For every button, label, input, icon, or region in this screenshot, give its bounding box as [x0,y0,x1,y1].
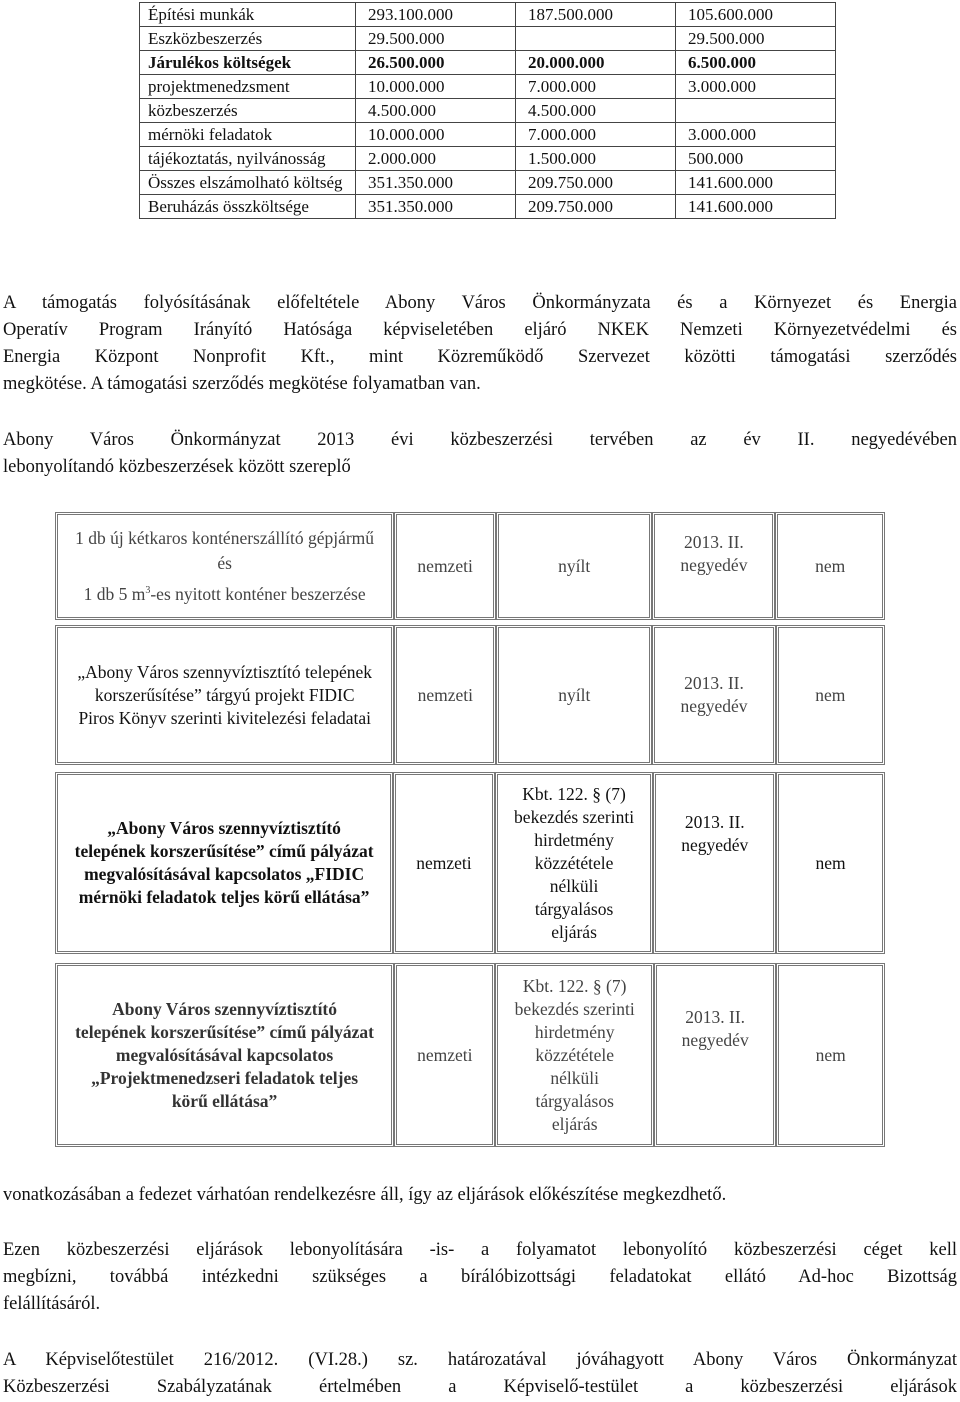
procurement-row [55,772,885,954]
budget-value-2: 4.500.000 [515,99,675,123]
budget-value-total: 351.350.000 [355,171,515,195]
description-line: és [217,552,232,573]
procurement-row [55,512,885,620]
procedure-line: eljárás [551,1113,598,1134]
procurement-procedure [495,772,654,954]
procurement-procedure: nyílt [496,625,652,765]
procurement-description [55,963,394,1147]
procurement-row [55,625,885,765]
paragraph-commission [3,1237,957,1318]
procurement-flag: nem [776,963,885,1147]
budget-row [140,75,836,99]
procurement-row [55,963,885,1147]
budget-label: projektmenedzsment [140,75,356,99]
procedure-line: bekezdés szerinti [514,998,635,1019]
paragraph-line: Energia Központ Nonprofit Kft., mint Közreműködő Szervezet közötti támogatási szerződés [3,347,957,367]
period-line: 2013. II. [684,812,745,832]
paragraph-regulation [3,1347,957,1401]
budget-label: Összes elszámolható költség [140,171,356,195]
procedure-line: Kbt. 122. § (7) [522,783,626,804]
budget-value-total: 10.000.000 [355,75,515,99]
paragraph-line: Abony Város Önkormányzat 2013 évi közbeszerzési tervében az év II. negyedévében [3,430,957,450]
budget-value-total: 26.500.000 [355,51,515,75]
budget-value-3: 3.000.000 [675,75,835,99]
description-line: 1 db új kétkaros konténerszállító gépjármű [75,527,375,548]
budget-row [140,27,836,51]
budget-value-3: 29.500.000 [675,27,835,51]
procedure-line: nélküli [550,1067,599,1088]
procurement-scope: nemzeti [394,963,495,1147]
paragraph-line: A Képviselőtestület 216/2012. (VI.28.) sz. határozatával jóváhagyott Abony Város Önkormányzat [3,1350,957,1370]
procedure-line: bekezdés szerinti [514,806,635,827]
description-line: „Projektmenedzseri feladatok teljes [91,1067,359,1088]
description-line: megvalósításával kapcsolatos [115,1044,334,1065]
description-line: „Abony Város szennyvíztisztító telepének [77,661,373,682]
budget-row [140,51,836,75]
procedure-line: eljárás [551,921,597,942]
description-line: Piros Könyv szerinti kivitelezési feladatai [78,707,371,728]
budget-value-2: 187.500.000 [515,3,675,27]
procurement-scope: nemzeti [393,772,494,954]
procurement-period [653,772,776,954]
paragraph-subsidy-condition [3,290,957,398]
procurement-description [55,625,394,765]
budget-value-3: 105.600.000 [675,3,835,27]
period-line: negyedév [680,696,748,716]
procedure-line: közzététele [535,1044,615,1065]
budget-value-3: 6.500.000 [675,51,835,75]
budget-row [140,195,836,219]
budget-row [140,123,836,147]
paragraph-line: Ezen közbeszerzési eljárások lebonyolítására -is- a folyamatot lebonyolító közbeszerzési céget kell [3,1240,957,1260]
budget-row [140,99,836,123]
procedure-line: nélküli [549,875,599,896]
procurement-flag: nem [776,772,885,954]
paragraph-line: megbízni, továbbá intézkedni szükséges a bírálóbizottsági feladatokat ellátó Ad-hoc Bizottság [3,1267,957,1287]
budget-value-total: 351.350.000 [355,195,515,219]
procurement-table [55,772,885,954]
budget-value-3 [675,99,835,123]
procedure-line: hirdetmény [534,829,614,850]
procurement-procedure: nyílt [496,512,652,620]
budget-value-2: 1.500.000 [515,147,675,171]
budget-label: közbeszerzés [140,99,356,123]
period-line: negyedév [681,835,749,855]
description-text: -es nyitott konténer beszerzése [150,583,366,604]
paragraph-line: A támogatás folyósításának előfeltétele Abony Város Önkormányzata és a Környezet és Energia [3,293,957,313]
budget-value-2: 209.750.000 [515,171,675,195]
budget-label: mérnöki feladatok [140,123,356,147]
budget-value-total: 2.000.000 [355,147,515,171]
procurement-description [55,512,394,620]
procurement-table [55,512,885,620]
budget-value-total: 29.500.000 [355,27,515,51]
procedure-line: közzététele [534,852,614,873]
paragraph-funding [3,1182,957,1209]
procurement-table [55,963,885,1147]
budget-row [140,3,836,27]
procurement-flag: nem [775,512,885,620]
budget-value-3: 500.000 [675,147,835,171]
paragraph-line: megkötése. A támogatási szerződés megkötése folyamatban van. [3,374,481,394]
budget-value-2 [515,27,675,51]
paragraph-line: Operatív Program Irányító Hatósága képviseletében eljáró NKEK Nemzeti Környezetvédelmi és [3,320,957,340]
period-line: negyedév [680,555,748,575]
procurement-scope: nemzeti [394,625,496,765]
paragraph-line: vonatkozásában a fedezet várhatóan rendelkezésre áll, így az eljárások előkészítése megkezdhető. [3,1185,727,1205]
paragraph-line: lebonyolítandó közbeszerzések között szereplő [3,457,351,477]
procedure-line: tárgyalásos [534,898,614,919]
description-line: telepének korszerűsítése” című pályázat [75,1021,375,1042]
procurement-period [654,963,776,1147]
procurement-description [55,772,393,954]
budget-value-3: 3.000.000 [675,123,835,147]
description-line: „Abony Város szennyvíztisztító [107,818,341,838]
superscript: 3 [145,584,151,596]
budget-label: Beruházás összköltsége [140,195,356,219]
budget-label: Építési munkák [140,3,356,27]
procurement-scope: nemzeti [394,512,496,620]
description-line: körű ellátása” [171,1090,278,1111]
budget-value-2: 7.000.000 [515,123,675,147]
budget-value-3: 141.600.000 [675,195,835,219]
budget-value-total: 293.100.000 [355,3,515,27]
procurement-flag: nem [776,625,885,765]
procedure-line: hirdetmény [534,1021,615,1042]
budget-label: tájékoztatás, nyilvánosság [140,147,356,171]
description-line: telepének korszerűsítése” című pályázat [74,841,374,861]
description-line: mérnöki feladatok teljes körű ellátása” [78,887,370,907]
budget-value-2: 7.000.000 [515,75,675,99]
description-line: megvalósításával kapcsolatos „FIDIC [84,864,365,884]
period-line: 2013. II. [684,532,744,552]
budget-value-total: 10.000.000 [355,123,515,147]
procurement-period [652,512,775,620]
procurement-table [55,625,885,765]
budget-table-body [140,3,836,219]
budget-row [140,171,836,195]
period-line: 2013. II. [685,1007,746,1027]
procedure-line: Kbt. 122. § (7) [522,975,627,996]
paragraph-line: felállításáról. [3,1294,101,1314]
period-line: 2013. II. [684,673,744,693]
budget-value-2: 20.000.000 [515,51,675,75]
budget-label: Eszközbeszerzés [140,27,356,51]
description-line: Abony Város szennyvíztisztító [112,998,338,1019]
budget-label: Járulékos költségek [140,51,356,75]
budget-value-total: 4.500.000 [355,99,515,123]
paragraph-line: Közbeszerzési Szabályzatának értelmében a Képviselő-testület a közbeszerzési eljárások [3,1377,957,1397]
description-line: korszerűsítése” tárgyú projekt FIDIC [94,684,355,705]
paragraph-procurement-plan [3,427,957,481]
procurement-period [652,625,775,765]
description-text: 1 db 5 m [83,583,146,604]
period-line: negyedév [681,1030,749,1050]
procurement-procedure [495,963,654,1147]
budget-row [140,147,836,171]
budget-table [139,2,836,219]
description-line [62,583,387,606]
budget-value-2: 209.750.000 [515,195,675,219]
procedure-line: tárgyalásos [535,1090,614,1111]
budget-value-3: 141.600.000 [675,171,835,195]
